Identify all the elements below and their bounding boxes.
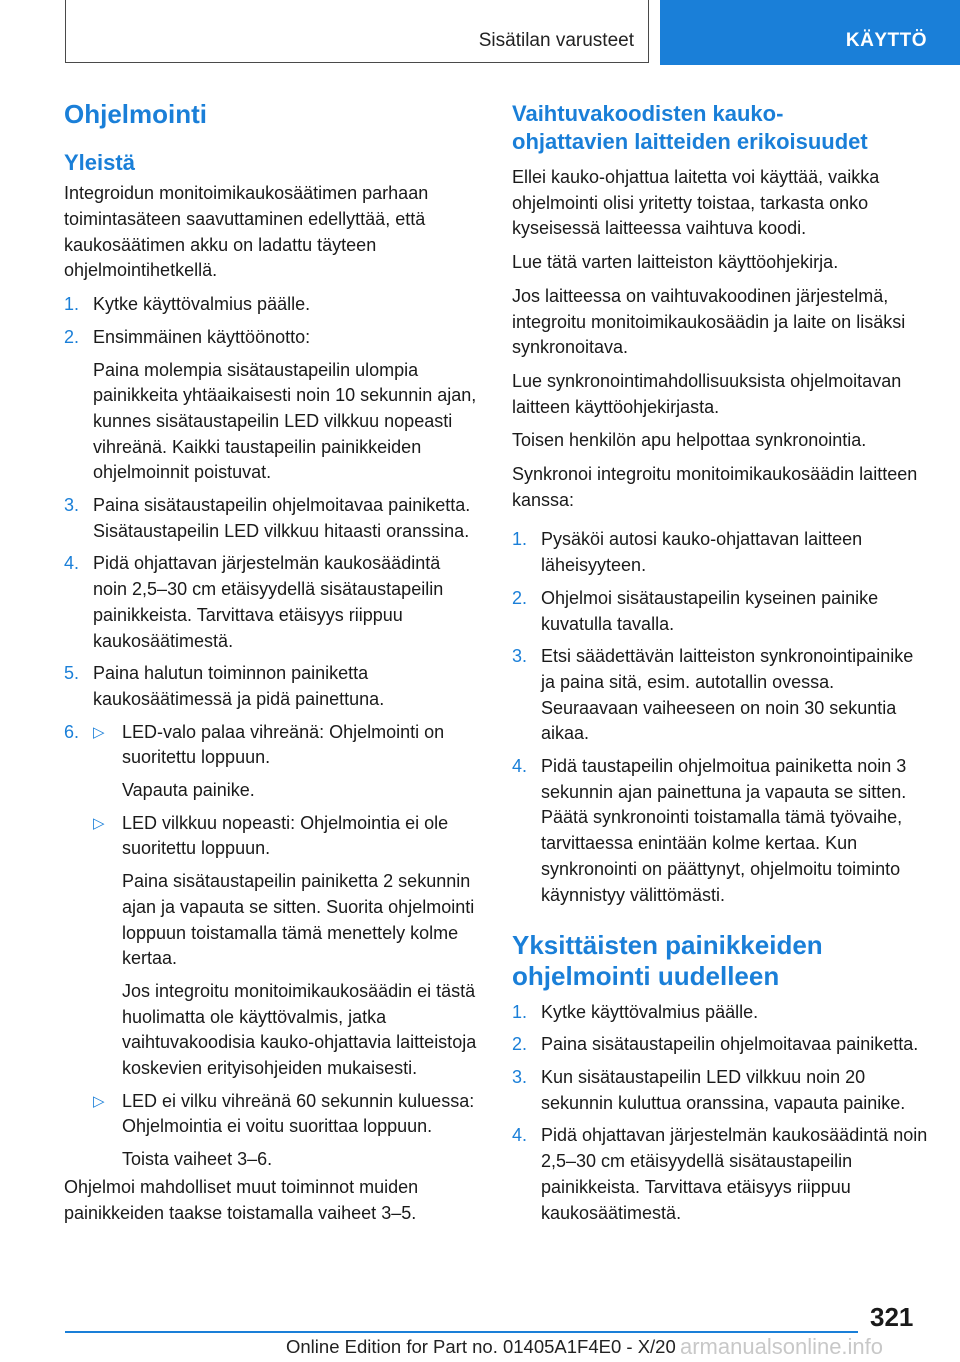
page-number: 321 [870, 1302, 914, 1332]
header-section-box [65, 0, 649, 63]
sub-item-text: LED-valo palaa vihreänä: Ohjelmointi on suoritettu loppuun. [122, 721, 445, 768]
step-text: Pidä ohjattavan järjestelmän kaukosäädintä noin 2,5–30 cm etäisyydellä sisätaustapeilin painikkeista. Tarvittava etäisyys riippuu kaukosäätimestä. [93, 553, 444, 651]
paragraph: Lue tätä varten laitteiston käyttöohjekirja. [512, 252, 839, 273]
right-column [512, 100, 928, 1234]
step-text: Pysäköi autosi kauko-ohjattavan laitteen läheisyyteen. [541, 529, 863, 576]
step-number: 5. [64, 663, 80, 684]
list-item [64, 493, 478, 544]
heading-line: ohjelmointi uudelleen [512, 960, 780, 991]
list-item [64, 292, 478, 318]
list-item [512, 586, 928, 637]
sub-item-detail: Vapauta painike. [122, 780, 255, 801]
list-item [512, 1065, 928, 1116]
chapter-tab-label: KÄYTTÖ [845, 30, 927, 51]
step-number: 4. [64, 553, 80, 574]
step-number: 4. [512, 756, 528, 777]
edition-note: Online Edition for Part no. 01405A1F4E0 - X/20 [286, 1336, 676, 1357]
sub-item-text: LED vilkkuu nopeasti: Ohjelmointia ei ole suoritettu loppuun. [122, 812, 449, 859]
reprogram-steps [512, 1000, 928, 1227]
section-title: Sisätilan varusteet [478, 30, 634, 51]
outro-paragraph: Ohjelmoi mahdolliset muut toiminnot muiden painikkeiden taakse toistamalla vaiheet 3–5. [64, 1176, 419, 1223]
heading-line: ohjattavien laitteiden erikoisuudet [512, 128, 868, 154]
sub-item-detail: Paina sisätaustapeilin painiketta 2 sekunnin ajan ja vapauta se sitten. Suorita ohjelmointi loppuun toistamalla tämä menettely kolme kertaa. [122, 871, 475, 969]
step-text: Ensimmäinen käyttöönotto: [93, 326, 311, 347]
list-item [512, 644, 928, 747]
reprogram-heading [512, 930, 928, 991]
paragraph: Jos laitteessa on vaihtuvakoodinen järjestelmä, integroitu monitoimikaukosäädin ja laite on lisäksi synkronoitava. [512, 285, 906, 358]
led-outcome-list [93, 720, 478, 1173]
programming-steps [64, 292, 478, 1173]
list-item [64, 661, 478, 712]
chapter-tab [660, 0, 960, 65]
list-item [512, 527, 928, 578]
step-detail: Paina molempia sisätaustapeilin ulompia painikkeita yhtäaikaisesti noin 10 sekunnin ajan, kunnes sisätaustapeilin LED vilkkuu nopeasti vihreänä. Kaikki taustapeilin painikkeiden ohjelmoinnit poistuvat. [93, 359, 477, 483]
step-text: Etsi säädettävän laitteiston synkronointipainike ja paina sitä, esim. autotallin ovessa. Seuraavaan vaiheeseen on noin 30 sekuntia aikaa. [541, 646, 914, 744]
step-text: Kytke käyttövalmius päälle. [541, 1001, 759, 1022]
left-column [64, 100, 478, 1234]
sub-list-item [93, 720, 478, 804]
intro-paragraph: Integroidun monitoimikaukosäätimen parhaan toimintasäteen saavuttaminen edellyttää, että kaukosäätimen akku on ladattu täyteen ohjelmointihetkellä. [64, 183, 429, 281]
list-item [64, 325, 478, 486]
paragraph: Synkronoi integroitu monitoimikaukosäädin laitteen kanssa: [512, 464, 918, 510]
step-number: 6. [64, 721, 80, 742]
list-item [64, 720, 478, 1173]
triangle-bullet-icon: ▷ [93, 1092, 105, 1110]
step-number: 2. [64, 326, 80, 347]
step-text: Kun sisätaustapeilin LED vilkkuu noin 20 sekunnin kuluttua oranssina, vapauta painike. [541, 1067, 906, 1113]
sub-item-text: LED ei vilku vihreänä 60 sekunnin kuluessa: Ohjelmointia ei voitu suorittaa loppuun. [122, 1090, 475, 1137]
step-text: Pidä ohjattavan järjestelmän kaukosäädintä noin 2,5–30 cm etäisyydellä sisätaustapeilin painikkeista. Tarvittava etäisyys riippuu kaukosäätimestä. [541, 1125, 928, 1223]
step-number: 1. [512, 529, 528, 550]
sub-list-item [93, 811, 478, 1082]
triangle-bullet-icon: ▷ [93, 814, 105, 832]
step-text: Ohjelmoi sisätaustapeilin kyseinen painike kuvatulla tavalla. [541, 587, 879, 634]
list-item [512, 754, 928, 908]
step-number: 4. [512, 1125, 528, 1146]
step-text: Kytke käyttövalmius päälle. [93, 294, 311, 315]
sub-item-detail: Jos integroitu monitoimikaukosäädin ei tästä huolimatta ole käyttövalmis, jatka vaihtuvakoodisia kauko-ohjattavia laitteistoja koskevien erityisohjeiden mukaisesti. [122, 980, 477, 1079]
paragraph: Ellei kauko-ohjattua laitetta voi käyttää, vaikka ohjelmointi olisi yritetty toistaa, tarkasta onko kyseisessä laitteessa vaihtuva koodi. [512, 167, 880, 239]
list-item [512, 1123, 928, 1226]
list-item [64, 551, 478, 654]
step-text: Pidä taustapeilin ohjelmoitua painiketta noin 3 sekunnin ajan painettuna ja vapauta se sitten. Päätä synkronointi toistamalla tämä työvaihe, tarvittaessa enintään kolme kertaa. Kun synkronointi on päättynyt, ohjelmoitu toiminto käynnistyy välittömästi. [541, 756, 907, 905]
footer-divider [65, 1331, 858, 1333]
step-text: Paina halutun toiminnon painiketta kaukosäätimessä ja pidä painettuna. [93, 663, 385, 709]
paragraph: Toisen henkilön apu helpottaa synkronointia. [512, 430, 867, 451]
triangle-bullet-icon: ▷ [93, 723, 105, 741]
step-text: Paina sisätaustapeilin ohjelmoitavaa painiketta. [541, 1034, 919, 1055]
step-number: 1. [64, 294, 80, 315]
paragraph: Lue synkronointimahdollisuuksista ohjelmoitavan laitteen käyttöohjekirjasta. [512, 370, 902, 417]
page-title: Ohjelmointi [64, 99, 207, 129]
list-item [512, 1000, 928, 1026]
section-subtitle: Yleistä [64, 149, 135, 175]
sub-item-detail: Toista vaiheet 3–6. [122, 1149, 273, 1170]
list-item [512, 1032, 928, 1058]
step-text: Paina sisätaustapeilin ohjelmoitavaa painiketta. Sisätaustapeilin LED vilkkuu hitaasti oranssina. [93, 495, 471, 541]
sub-list-item [93, 1089, 478, 1173]
watermark: armanualsonline.info [680, 1334, 884, 1359]
heading-line: Vaihtuvakoodisten kauko- [512, 101, 784, 126]
heading-line: Yksittäisten painikkeiden [512, 930, 823, 961]
step-number: 2. [512, 587, 528, 608]
step-number: 3. [512, 1067, 528, 1088]
sync-steps [512, 527, 928, 908]
rolling-code-heading [512, 100, 928, 155]
step-number: 1. [512, 1001, 528, 1022]
step-number: 2. [512, 1034, 528, 1055]
step-number: 3. [512, 646, 528, 667]
step-number: 3. [64, 495, 80, 516]
